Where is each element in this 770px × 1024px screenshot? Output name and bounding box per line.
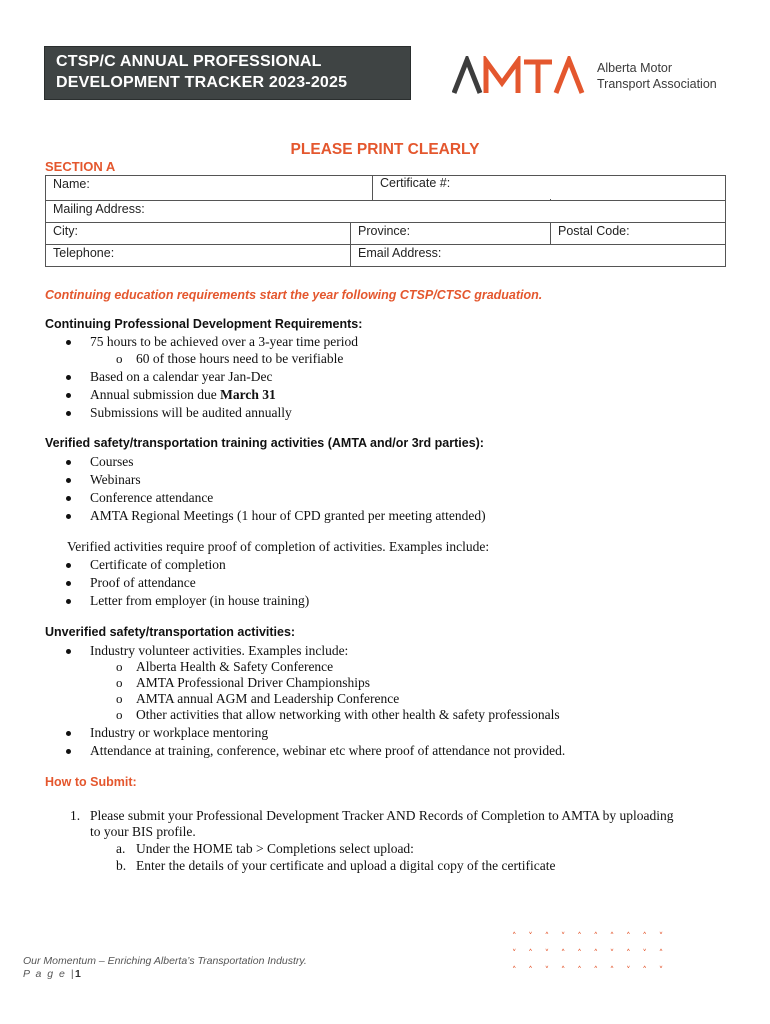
unverified-sub-item: Other activities that allow networking with other health & safety professionals [136,707,560,722]
verified-item: Webinars [90,472,141,487]
print-clearly-heading: PLEASE PRINT CLEARLY [290,141,480,158]
email-label: Email Address: [358,246,442,260]
unverified-item-1: Industry volunteer activities. Examples include: [90,643,349,658]
title-line-2: DEVELOPMENT TRACKER 2023-2025 [56,74,348,91]
bullet-icon [66,460,71,465]
chevron-icon: ˄ [512,932,517,942]
how-to-submit-heading: How to Submit: [45,775,137,789]
cpd-item-4: Submissions will be audited annually [90,405,292,420]
step-1a-label: a. [116,841,126,856]
chevron-icon: ˄ [577,932,582,942]
step-1-line-1: Please submit your Professional Development Tracker AND Records of Completion to AMTA by uploading [90,808,674,823]
name-label: Name: [53,177,90,191]
cpd-item-2: Based on a calendar year Jan-Dec [90,369,273,384]
verified-proof-intro: Verified activities require proof of completion of activities. Examples include: [67,539,490,554]
bullet-icon [66,478,71,483]
unverified-heading: Unverified safety/transportation activities: [45,625,296,639]
ring-bullet-icon: o [116,659,123,674]
ring-bullet-icon: o [116,351,123,366]
city-field[interactable] [46,223,351,245]
chevron-icon: ˄ [512,966,517,976]
cpd-item-3 [90,387,276,403]
chevron-icon: ˄ [626,932,631,942]
step-1b-text: Enter the details of your certificate and upload a digital copy of the certificate [136,858,556,873]
document-title-box [44,46,411,100]
chevron-icon: ˅ [544,966,550,976]
chevron-icon: ˄ [544,932,550,942]
ring-bullet-icon: o [116,707,123,722]
chevron-icon: ˄ [577,966,582,976]
section-a-label: SECTION A [45,159,116,174]
chevron-icon: ˅ [560,932,566,942]
step-1-line-2: to your BIS profile. [90,824,196,839]
amta-logo [452,56,587,101]
cpd-item-1-sub: 60 of those hours need to be verifiable [136,351,344,366]
chevron-icon: ˅ [626,966,631,976]
chevron-icon: ˄ [528,949,533,959]
certificate-label: Certificate #: [380,176,451,190]
chevron-icon: ˄ [560,949,566,959]
unverified-item-3: Attendance at training, conference, webinar etc where proof of attendance not provided. [90,743,566,758]
city-label: City: [53,224,78,238]
proof-item: Letter from employer (in house training) [90,593,310,608]
proof-item: Proof of attendance [90,575,196,590]
ring-bullet-icon: o [116,691,123,706]
province-label: Province: [358,224,411,238]
cpd-requirements-heading: Continuing Professional Development Requirements: [45,317,363,331]
chevron-icon: ˅ [658,932,664,942]
amta-logo-mark [452,56,587,96]
ring-bullet-icon: o [116,675,123,690]
chevron-icon: ˅ [642,949,647,959]
bullet-icon [66,496,71,501]
chevron-icon: ˄ [642,932,647,942]
telephone-field[interactable] [46,245,351,267]
chevron-icon: ˄ [593,966,598,976]
chevron-icon: ˄ [609,966,615,976]
cpd-item-1: 75 hours to be achieved over a 3-year time period [90,334,359,349]
footer-tagline: Our Momentum – Enriching Alberta’s Transportation Industry. [23,955,307,967]
verified-heading: Verified safety/transportation training activities (AMTA and/or 3rd parties): [45,436,484,450]
bullet-icon [66,514,71,519]
bullet-icon [66,599,71,604]
verified-item: Courses [90,454,134,469]
org-name-line-1: Alberta Motor [597,61,673,75]
email-field[interactable] [351,245,726,267]
mailing-address-field[interactable] [46,201,726,223]
proof-item: Certificate of completion [90,557,226,572]
chevron-icon: ˅ [609,949,615,959]
bullet-icon [66,375,71,380]
chevron-icon: ˄ [609,932,615,942]
unverified-sub-item: Alberta Health & Safety Conference [136,659,334,674]
chevron-icon: ˅ [658,966,664,976]
title-line-1: CTSP/C ANNUAL PROFESSIONAL [56,53,322,70]
verified-item: Conference attendance [90,490,214,505]
page-number: 1 [75,968,83,980]
chevron-icon: ˅ [512,949,517,959]
chevron-icon: ˄ [658,949,664,959]
unverified-sub-item: AMTA annual AGM and Leadership Conference [136,691,400,706]
bullet-icon [66,731,71,736]
page-label: P a g e | [23,968,76,980]
bullet-icon [66,581,71,586]
bullet-icon [66,411,71,416]
footer-page-indicator [23,968,82,980]
decorative-chevron-pattern [512,932,677,982]
cpd-item-3-date: March 31 [220,387,276,402]
verified-item: AMTA Regional Meetings (1 hour of CPD granted per meeting attended) [90,508,486,523]
bullet-icon [66,649,71,654]
cpd-item-3-text: Annual submission due [90,387,221,402]
continuing-education-note: Continuing education requirements start the year following CTSP/CTSC graduation. [45,288,543,302]
bullet-icon [66,340,71,345]
bullet-icon [66,749,71,754]
bullet-icon [66,563,71,568]
org-name-line-2: Transport Association [597,77,717,91]
chevron-icon: ˄ [626,949,631,959]
bullet-icon [66,393,71,398]
chevron-icon: ˄ [642,966,647,976]
unverified-item-2: Industry or workplace mentoring [90,725,269,740]
telephone-label: Telephone: [53,246,115,260]
certificate-cell[interactable] [373,176,723,199]
unverified-sub-item: AMTA Professional Driver Championships [136,675,371,690]
chevron-icon: ˅ [528,932,533,942]
mailing-address-label: Mailing Address: [53,202,145,216]
step-1-number: 1. [70,808,81,823]
chevron-icon: ˄ [528,966,533,976]
chevron-icon: ˄ [593,932,598,942]
province-field[interactable] [351,223,551,245]
chevron-icon: ˄ [560,966,566,976]
chevron-icon: ˄ [593,949,598,959]
step-1a-text: Under the HOME tab > Completions select upload: [136,841,414,856]
chevron-icon: ˄ [577,949,582,959]
postal-code-label: Postal Code: [558,224,630,238]
chevron-icon: ˅ [544,949,550,959]
postal-code-field[interactable] [551,223,726,245]
step-1b-label: b. [116,858,127,873]
